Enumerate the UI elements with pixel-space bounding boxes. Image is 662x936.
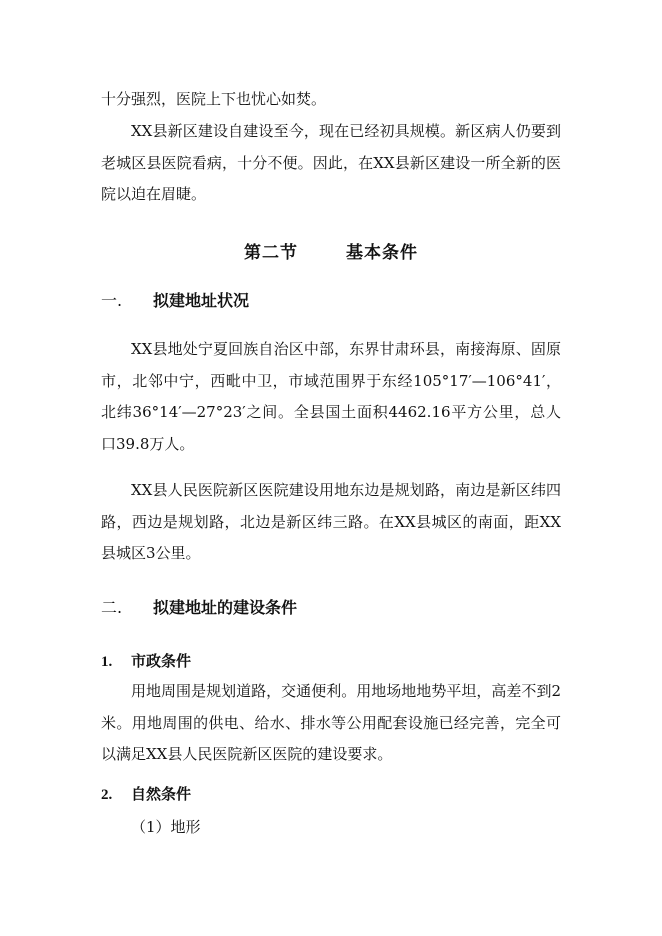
paragraph-new-district: XX县新区建设自建设至今，现在已经初具规模。新区病人仍要到老城区县医院看病，十分不便。因此，在XX县新区建设一所全新的医院以迫在眉睫。: [101, 122, 561, 203]
heading-site-status: [101, 288, 249, 311]
heading-title: 拟建地址的建设条件: [153, 598, 298, 617]
subitem-terrain: （1）地形: [131, 818, 201, 836]
item-title: 市政条件: [131, 652, 192, 670]
item-natural-conditions: [101, 783, 191, 804]
heading-number: 一.: [101, 291, 123, 310]
heading-title: 拟建地址状况: [153, 291, 250, 310]
item-number: 1.: [101, 654, 113, 670]
paragraph-intro-end: 十分强烈，医院上下也忧心如焚。: [101, 90, 327, 108]
section-number: 第二节: [244, 243, 298, 263]
section-name: 基本条件: [346, 243, 418, 263]
paragraph-site-boundaries: XX县人民医院新区医院建设用地东边是规划路，南边是新区纬四路，西边是规划路，北边是新区纬三路。在XX县城区的南面，距XX县城区3公里。: [101, 481, 561, 562]
heading-number: 二.: [101, 598, 123, 617]
paragraph-location: XX县地处宁夏回族自治区中部，东界甘肃环县，南接海原、固原市，北邻中宁，西毗中卫，市域范围界于东经105°17′—106°41′，北纬36°14′—27°23′之间。全县国土面积4462.16平方公里，总人口39.8万人。: [101, 340, 561, 453]
item-title: 自然条件: [131, 785, 192, 803]
heading-construction-conditions: [101, 595, 297, 618]
paragraph-municipal: 用地周围是规划道路，交通便利。用地场地地势平坦，高差不到2米。用地周围的供电、给水、排水等公用配套设施已经完善，完全可以满足XX县人民医院新区医院的建设要求。: [101, 682, 561, 763]
item-municipal-conditions: [101, 650, 191, 671]
section-title: [0, 238, 662, 263]
item-number: 2.: [101, 787, 113, 803]
